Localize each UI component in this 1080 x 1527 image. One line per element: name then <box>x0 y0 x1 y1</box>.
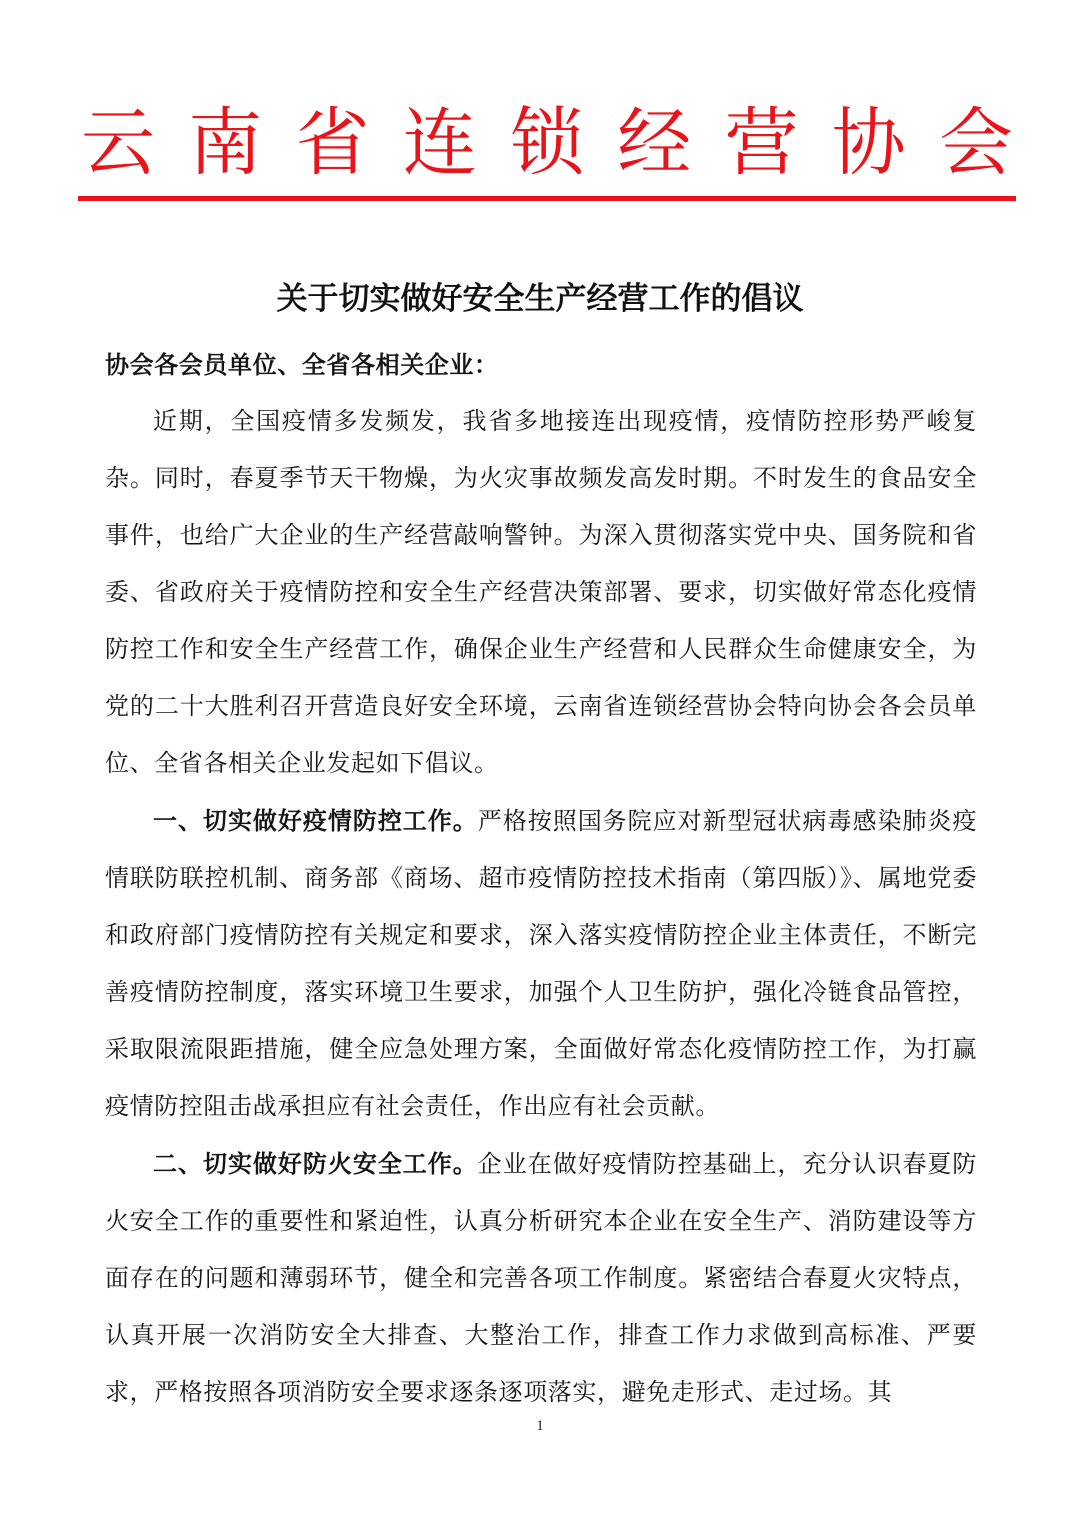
letterhead-char: 云 <box>81 100 155 186</box>
section-2-heading: 二、切实做好防火安全工作。 <box>153 1149 478 1178</box>
section-2-text: 企业在做好疫情防控基础上，充分认识春夏防火安全工作的重要性和紧迫性，认真分析研究本企业在安全生产、消防建设等方面存在的问题和薄弱环节，健全和完善各项工作制度。紧密结合春夏火灾特点，认真开展一次消防安全大排查、大整治工作，排查工作力求做到高标准、严要求，严格按照各项消防安全要求逐条逐项落实，避免走形式、走过场。其 <box>105 1150 978 1406</box>
letterhead-char: 营 <box>724 100 799 186</box>
document-title: 关于切实做好安全生产经营工作的倡议 <box>276 280 804 317</box>
document-body <box>105 336 977 1421</box>
section-2-paragraph <box>105 1135 977 1421</box>
letterhead-char: 锁 <box>510 100 584 186</box>
intro-paragraph: 近期，全国疫情多发频发，我省多地接连出现疫情，疫情防控形势严峻复杂。同时，春夏季节天干物燥，为火灾事故频发高发时期。不时发生的食品安全事件，也给广大企业的生产经营敲响警钟。为深入贯彻落实党中央、国务院和省委、省政府关于疫情防控和安全生产经营决策部署、要求，切实做好常态化疫情防控工作和安全生产经营工作，确保企业生产经营和人民群众生命健康安全，为党的二十大胜利召开营造良好安全环境，云南省连锁经营协会特向协会各会员单位、全省各相关企业发起如下倡议。 <box>105 407 977 777</box>
page-number: 1 <box>536 1418 544 1434</box>
letterhead-char: 协 <box>831 100 906 186</box>
letterhead-org-name <box>78 98 1016 188</box>
letterhead-char: 会 <box>939 100 1013 186</box>
section-1-heading: 一、切实做好疫情防控工作。 <box>153 806 478 835</box>
letterhead-char: 连 <box>402 100 477 186</box>
section-1-text: 严格按照国务院应对新型冠状病毒感染肺炎疫情联防联控机制、商务部《商场、超市疫情防控技术指南（第四版）》、属地党委和政府部门疫情防控有关规定和要求，深入落实疫情防控企业主体责任，不断完善疫情防控制度，落实环境卫生要求，加强个人卫生防护，强化冷链食品管控，采取限流限距措施，健全应急处理方案，全面做好常态化疫情防控工作，为打赢疫情防控阻击战承担应有社会责任，作出应有社会贡献。 <box>105 807 978 1120</box>
section-1-paragraph <box>105 792 977 1135</box>
letterhead-divider <box>78 196 1016 201</box>
letterhead-char: 经 <box>617 100 692 186</box>
letterhead-char: 省 <box>295 100 370 186</box>
letterhead-char: 南 <box>188 100 263 186</box>
salutation: 协会各会员单位、全省各相关企业： <box>105 350 499 379</box>
